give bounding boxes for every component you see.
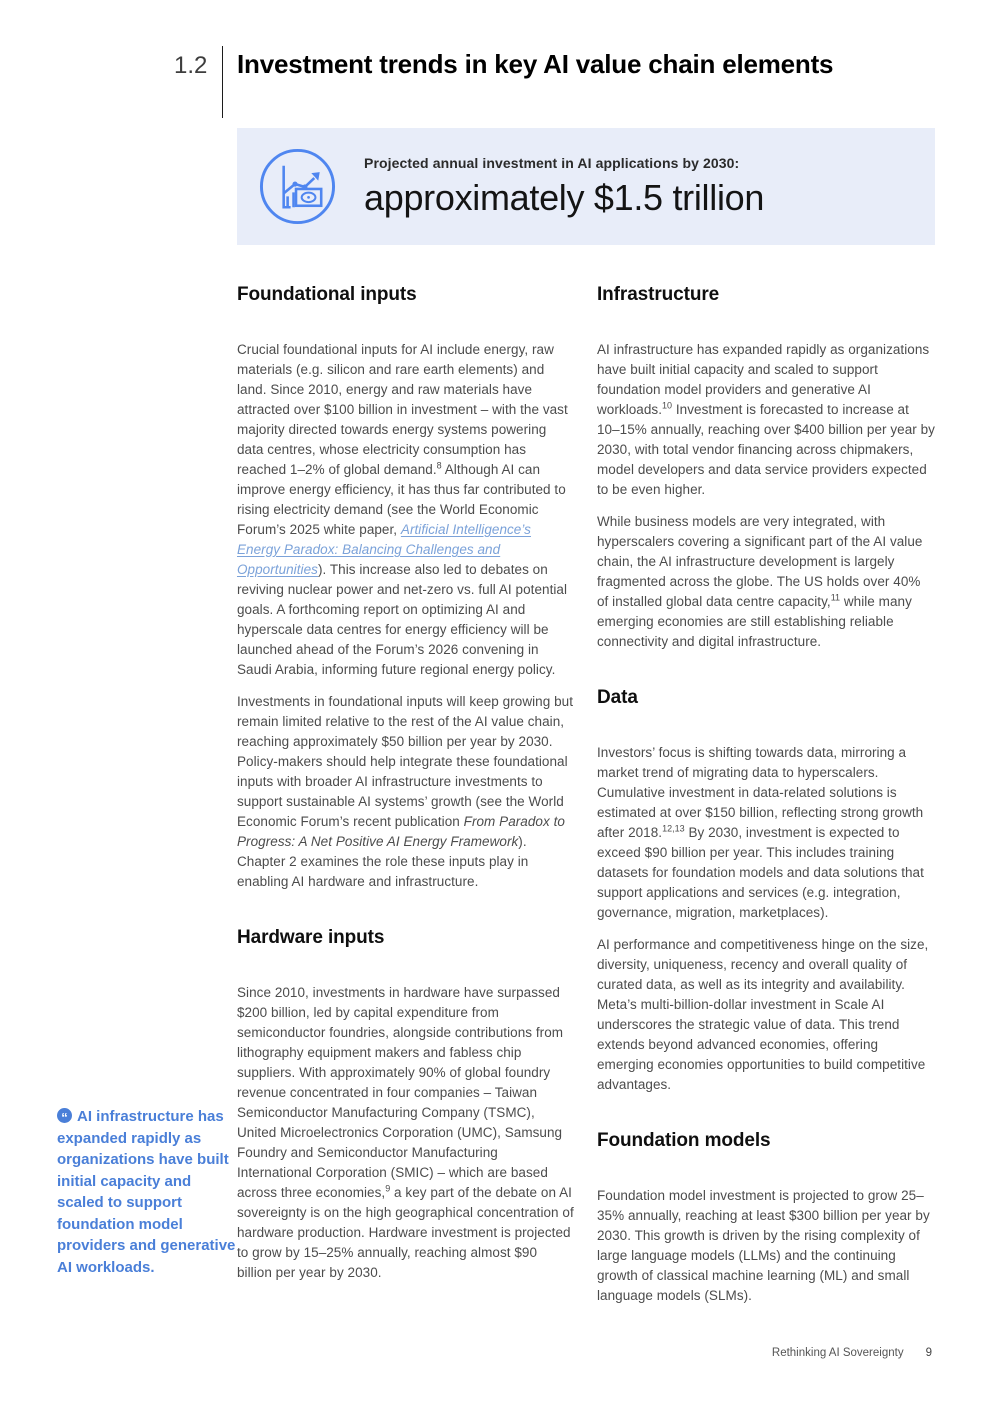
text-run: ). This increase also led to debates on reviving nuclear power and net-zero vs. full AI potential goals. A forthcoming report on optimizing AI and hyperscale data centres for energy efficiency will be launched ahead of the Forum’s 2026 convening in Saudi Arabia, informing future regional energy policy. <box>237 562 568 677</box>
text-run: Foundation model investment is projected to grow 25–35% annually, reaching at least $300 billion per year by 2030. This growth is driven by the rising complexity of large language models (LLMs) and the continuing growth of classical machine learning (ML) and small language models (SLMs). <box>597 1188 930 1303</box>
section-heading: Foundational inputs <box>237 284 417 305</box>
body-paragraph <box>597 935 935 1095</box>
body-paragraph <box>237 983 575 1283</box>
body-column-right <box>597 283 935 1306</box>
section-data <box>597 686 935 1095</box>
text-run: While business models are very integrated, with hyperscalers covering a significant part of the AI value chain, the AI infrastructure development is largely fragmented across the globe. The US holds over 40% of installed global data centre capacity, <box>597 514 923 609</box>
page-footer <box>772 1347 932 1359</box>
text-run: a key part of the debate on AI sovereignty is on the high geographical concentration of hardware production. Hardware investment is projected to grow by 15–25% annually, reaching almost $90 billion per year by 2030. <box>237 1185 574 1280</box>
body-paragraph <box>237 340 575 680</box>
stat-callout-value: approximately $1.5 trillion <box>364 176 765 218</box>
section-foundation-models <box>597 1129 935 1306</box>
footer-page-number: 9 <box>925 1347 932 1359</box>
body-paragraph <box>597 512 935 652</box>
stat-callout-label: Projected annual investment in AI applications by 2030: <box>364 154 740 171</box>
stat-callout-text <box>364 155 764 219</box>
header-divider <box>222 46 223 118</box>
text-run: while many emerging economies are still establishing reliable connectivity and digital infrastructure. <box>597 594 912 649</box>
inline-link[interactable]: Artificial Intelligence’s Energy Paradox: Balancing Challenges and Opportunities <box>237 522 531 577</box>
section-foundational-inputs <box>237 283 575 892</box>
footnote-ref: 11 <box>830 592 841 603</box>
pull-quote-text: AI infrastructure has expanded rapidly as organizations have built initial capacity and scaled to support foundation model providers and generative AI workloads. <box>57 1108 236 1276</box>
text-run: ). Chapter 2 examines the role these inputs play in enabling AI hardware and infrastructure. <box>237 834 529 889</box>
body-paragraph <box>597 1186 935 1306</box>
footnote-ref: 9 <box>385 1183 391 1194</box>
chapter-section-number: 1.2 <box>174 52 208 79</box>
stat-callout-banner <box>237 128 935 245</box>
footnote-ref: 10 <box>662 400 673 411</box>
section-infrastructure <box>597 283 935 652</box>
text-run: Although AI can improve energy efficiency, it has thus far contributed to rising electricity demand (see the World Economic Forum’s 2025 white paper, <box>237 462 566 537</box>
text-run: Crucial foundational inputs for AI include energy, raw materials (e.g. silicon and rare earth elements) and land. Since 2010, energy and raw materials have attracted over $100 billion in investment – with the vast majority directed towards energy systems powering data centres, whose electricity consumption has reached 1–2% of global demand. <box>237 342 568 477</box>
footnote-ref: 12,13 <box>662 823 685 834</box>
body-paragraph <box>237 692 575 892</box>
text-run: AI infrastructure has expanded rapidly as organizations have built initial capacity and scaled to support foundation model providers and generative AI workloads. <box>597 342 930 417</box>
text-run: Investors’ focus is shifting towards data, mirroring a market trend of migrating data to hyperscalers. Cumulative investment in data-related solutions is estimated at over $150 billion, reflecting strong growth after 2018. <box>597 745 924 840</box>
text-run: AI performance and competitiveness hinge on the size, diversity, uniqueness, recency and overall quality of curated data, as well as its integrity and availability. Meta’s multi-billion-dollar investment in Scale AI underscores the strategic value of data. This trend extends beyond advanced economies, offering emerging economies opportunities to build competitive advantages. <box>597 937 929 1092</box>
footnote-ref: 8 <box>436 460 442 471</box>
quote-icon: “ <box>57 1108 72 1123</box>
section-hardware-inputs <box>237 926 575 1283</box>
section-heading: Foundation models <box>597 1130 771 1151</box>
page-title: Investment trends in key AI value chain elements <box>237 49 834 79</box>
text-run: Investments in foundational inputs will keep growing but remain limited relative to the rest of the AI value chain, reaching approximately $50 billion per year by 2030. Policy-makers should help integrate these foundational inputs with broader AI infrastructure investments to support sustainable AI systems’ growth (see the World Economic Forum’s recent publication <box>237 694 573 829</box>
text-run: Since 2010, investments in hardware have surpassed $200 billion, led by capital expenditure from semiconductor foundries, alongside contributions from lithography equipment makers and fabless chip suppliers. With approximately 90% of global foundry revenue concentrated in four companies – Taiwan Semiconductor Manufacturing Company (TSMC), United Microelectronics Corporation (UMC), Samsung Foundry and Semiconductor Manufacturing International Corporation (SMIC) – which are based across three economies, <box>237 985 564 1200</box>
text-run: By 2030, investment is expected to exceed $90 billion per year. This includes training datasets for foundation models and data solutions that support applications and services (e.g. integration, governance, migration, marketplaces). <box>597 825 924 920</box>
pull-quote <box>57 1106 237 1278</box>
body-paragraph <box>597 743 935 923</box>
text-run: Investment is forecasted to increase at 10–15% annually, reaching over $400 billion per year by 2030, with total vendor financing across chipmakers, model developers and data service providers expected to be even higher. <box>597 402 935 497</box>
footer-document-title: Rethinking AI Sovereignty <box>771 1347 904 1359</box>
section-heading: Infrastructure <box>597 284 720 305</box>
body-column-left <box>237 283 575 1283</box>
section-heading: Hardware inputs <box>237 927 385 948</box>
italic-work-title: From Paradox to Progress: A Net Positive AI Energy Framework <box>237 814 565 849</box>
body-paragraph <box>597 340 935 500</box>
section-heading: Data <box>597 687 638 708</box>
investment-chart-money-icon <box>258 147 337 226</box>
